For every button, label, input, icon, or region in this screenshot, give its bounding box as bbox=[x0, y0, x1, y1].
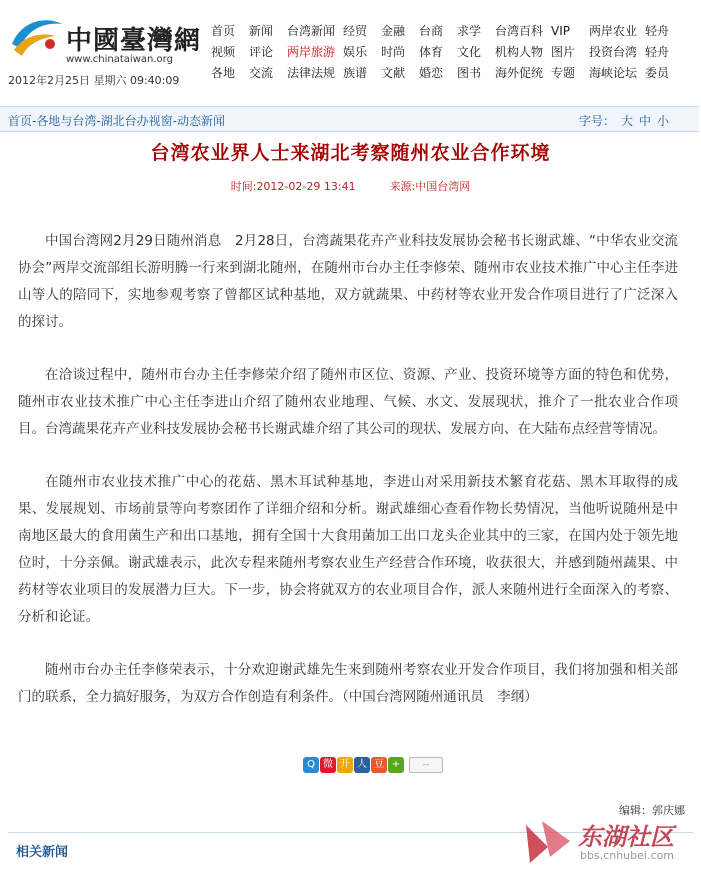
nav-link[interactable]: 婚恋 bbox=[419, 66, 444, 80]
nav-link[interactable]: 文化 bbox=[457, 45, 482, 59]
nav-link[interactable]: 评论 bbox=[249, 45, 274, 59]
nav-link[interactable]: 交流 bbox=[249, 66, 274, 80]
breadcrumb-bar bbox=[0, 106, 699, 132]
nav-link[interactable]: 法律法规 bbox=[287, 66, 336, 80]
article-title: 台湾农业界人士来湖北考察随州农业合作环境 bbox=[150, 142, 551, 164]
nav-link[interactable]: 委员 bbox=[645, 66, 670, 80]
nav-link[interactable]: 轻舟 bbox=[645, 45, 670, 59]
article-paragraph: 在随州市农业技术推广中心的花菇、黑木耳试种基地，李进山对采用新技术繁育花菇、黑木耳取得的成果、发展规划、市场前景等向考察团作了详细介绍和分析。谢武雄细心查看作物长势情况，当他听说随州是中南地区最大的食用菌生产和出口基地，拥有全国十大食用菌加工出口龙头企业其中的三家，在国内处于领先地位时，十分亲佩。谢武雄表示，此次专程来随州考察农业生产经营合作环境，收获很大，并感到随州蔬果、中药材等农业项目的发展潜力巨大。下一步，协会将就双方的农业项目合作，派人来随州进行全面深入的考察、分析和论证。 bbox=[18, 474, 678, 625]
nav-row bbox=[211, 41, 701, 62]
article-source: 中国台湾网 bbox=[415, 180, 471, 193]
site-logo[interactable] bbox=[8, 8, 202, 68]
related-news-heading: 相关新闻 bbox=[16, 845, 69, 860]
time-label: 时间: bbox=[230, 180, 257, 193]
article-meta bbox=[0, 178, 701, 194]
nav-link[interactable]: 族谱 bbox=[343, 66, 368, 80]
nav-link[interactable]: 视频 bbox=[211, 45, 236, 59]
kaixin-share-icon[interactable]: 开 bbox=[337, 757, 353, 773]
nav-link[interactable]: 图片 bbox=[551, 45, 576, 59]
renren-share-icon[interactable]: 人 bbox=[354, 757, 370, 773]
nav-link[interactable]: 经贸 bbox=[343, 24, 368, 38]
nav-link[interactable]: VIP bbox=[551, 24, 570, 38]
douban-share-icon[interactable]: 豆 bbox=[371, 757, 387, 773]
nav-link[interactable]: 台湾新闻 bbox=[287, 24, 336, 38]
logo-text: 中國臺灣網 bbox=[66, 26, 202, 56]
font-size-small-button[interactable]: 小 bbox=[656, 114, 669, 128]
nav-link[interactable]: 台商 bbox=[419, 24, 444, 38]
nav-link[interactable]: 首页 bbox=[211, 24, 236, 38]
nav-link[interactable]: 投资台湾 bbox=[589, 45, 638, 59]
share-bar bbox=[303, 754, 444, 772]
nav-link[interactable]: 文献 bbox=[381, 66, 406, 80]
article-paragraph: 在洽谈过程中，随州市台办主任李修荣介绍了随州市区位、资源、产业、投资环境等方面的特色和优势，随州市农业技术推广中心主任李进山介绍了随州农业地理、气候、水文、发展现状，推介了一批农业合作项目。台湾蔬果花卉产业科技发展协会秘书长谢武雄介绍了其公司的现状、发展方向、在大陆布点经营等情况。 bbox=[18, 367, 678, 437]
font-size-label: 字号： bbox=[578, 114, 615, 128]
main-nav bbox=[211, 20, 701, 83]
logo-swoosh-icon bbox=[8, 14, 64, 58]
nav-link[interactable]: 台湾百科 bbox=[495, 24, 544, 38]
font-size-medium-button[interactable]: 中 bbox=[638, 114, 651, 128]
nav-link[interactable]: 求学 bbox=[457, 24, 482, 38]
nav-link[interactable]: 机构人物 bbox=[495, 45, 544, 59]
watermark bbox=[520, 815, 700, 871]
plus-share-icon[interactable]: + bbox=[388, 757, 404, 773]
nav-row bbox=[211, 20, 701, 41]
nav-link[interactable]: 专题 bbox=[551, 66, 576, 80]
weibo-share-icon[interactable]: 微 bbox=[320, 757, 336, 773]
article-editor: 编辑：郭庆娜 bbox=[619, 804, 685, 817]
site-header bbox=[0, 0, 701, 95]
nav-link[interactable]: 两岸旅游 bbox=[287, 45, 336, 59]
font-size-switcher bbox=[579, 112, 669, 129]
qzone-share-icon[interactable]: Q bbox=[303, 757, 319, 773]
nav-link[interactable]: 体育 bbox=[419, 45, 444, 59]
font-size-large-button[interactable]: 大 bbox=[620, 114, 633, 128]
nav-link[interactable]: 金融 bbox=[381, 24, 406, 38]
publish-time: 2012-02-29 13:41 bbox=[256, 180, 356, 193]
nav-link[interactable]: 新闻 bbox=[249, 24, 274, 38]
nav-row bbox=[211, 62, 701, 83]
nav-link[interactable]: 海外促统 bbox=[495, 66, 544, 80]
logo-url: www.chinataiwan.org bbox=[66, 54, 173, 65]
current-datetime: 2012年2月25日 星期六 09:40:09 bbox=[8, 74, 180, 87]
breadcrumb[interactable]: 首页-各地与台湾-湖北台办视窗-动态新闻 bbox=[8, 114, 225, 128]
nav-link[interactable]: 各地 bbox=[211, 66, 236, 80]
nav-link[interactable]: 两岸农业 bbox=[589, 24, 638, 38]
nav-link[interactable]: 海峡论坛 bbox=[589, 66, 638, 80]
nav-link[interactable]: 娱乐 bbox=[343, 45, 368, 59]
watermark-logo-icon bbox=[520, 817, 576, 867]
article-body bbox=[18, 228, 678, 737]
source-label: 来源: bbox=[389, 180, 416, 193]
nav-link[interactable]: 图书 bbox=[457, 66, 482, 80]
article-paragraph: 中国台湾网2月29日随州消息 2月28日，台湾蔬果花卉产业科技发展协会秘书长谢武雄、“中华农业交流协会”两岸交流部组长游明腾一行来到湖北随州，在随州市台办主任李修荣、随州市农业技术推广中心主任李进山等人的陪同下，实地参观考察了曾都区试种基地，双方就蔬果、中药材等农业开发合作项目进行了广泛深入的探讨。 bbox=[18, 233, 678, 330]
watermark-text: 东湖社区 bbox=[578, 823, 674, 851]
article-paragraph: 随州市台办主任李修荣表示，十分欢迎谢武雄先生来到随州考察农业开发合作项目，我们将加强和相关部门的联系，全力搞好服务，为双方合作创造有利条件。（中国台湾网随州通讯员 李纲） bbox=[18, 662, 678, 705]
watermark-url: bbs.cnhubei.com bbox=[580, 849, 674, 862]
nav-link[interactable]: 时尚 bbox=[381, 45, 406, 59]
nav-link[interactable]: 轻舟 bbox=[645, 24, 670, 38]
share-more-button[interactable]: -- bbox=[409, 757, 443, 773]
